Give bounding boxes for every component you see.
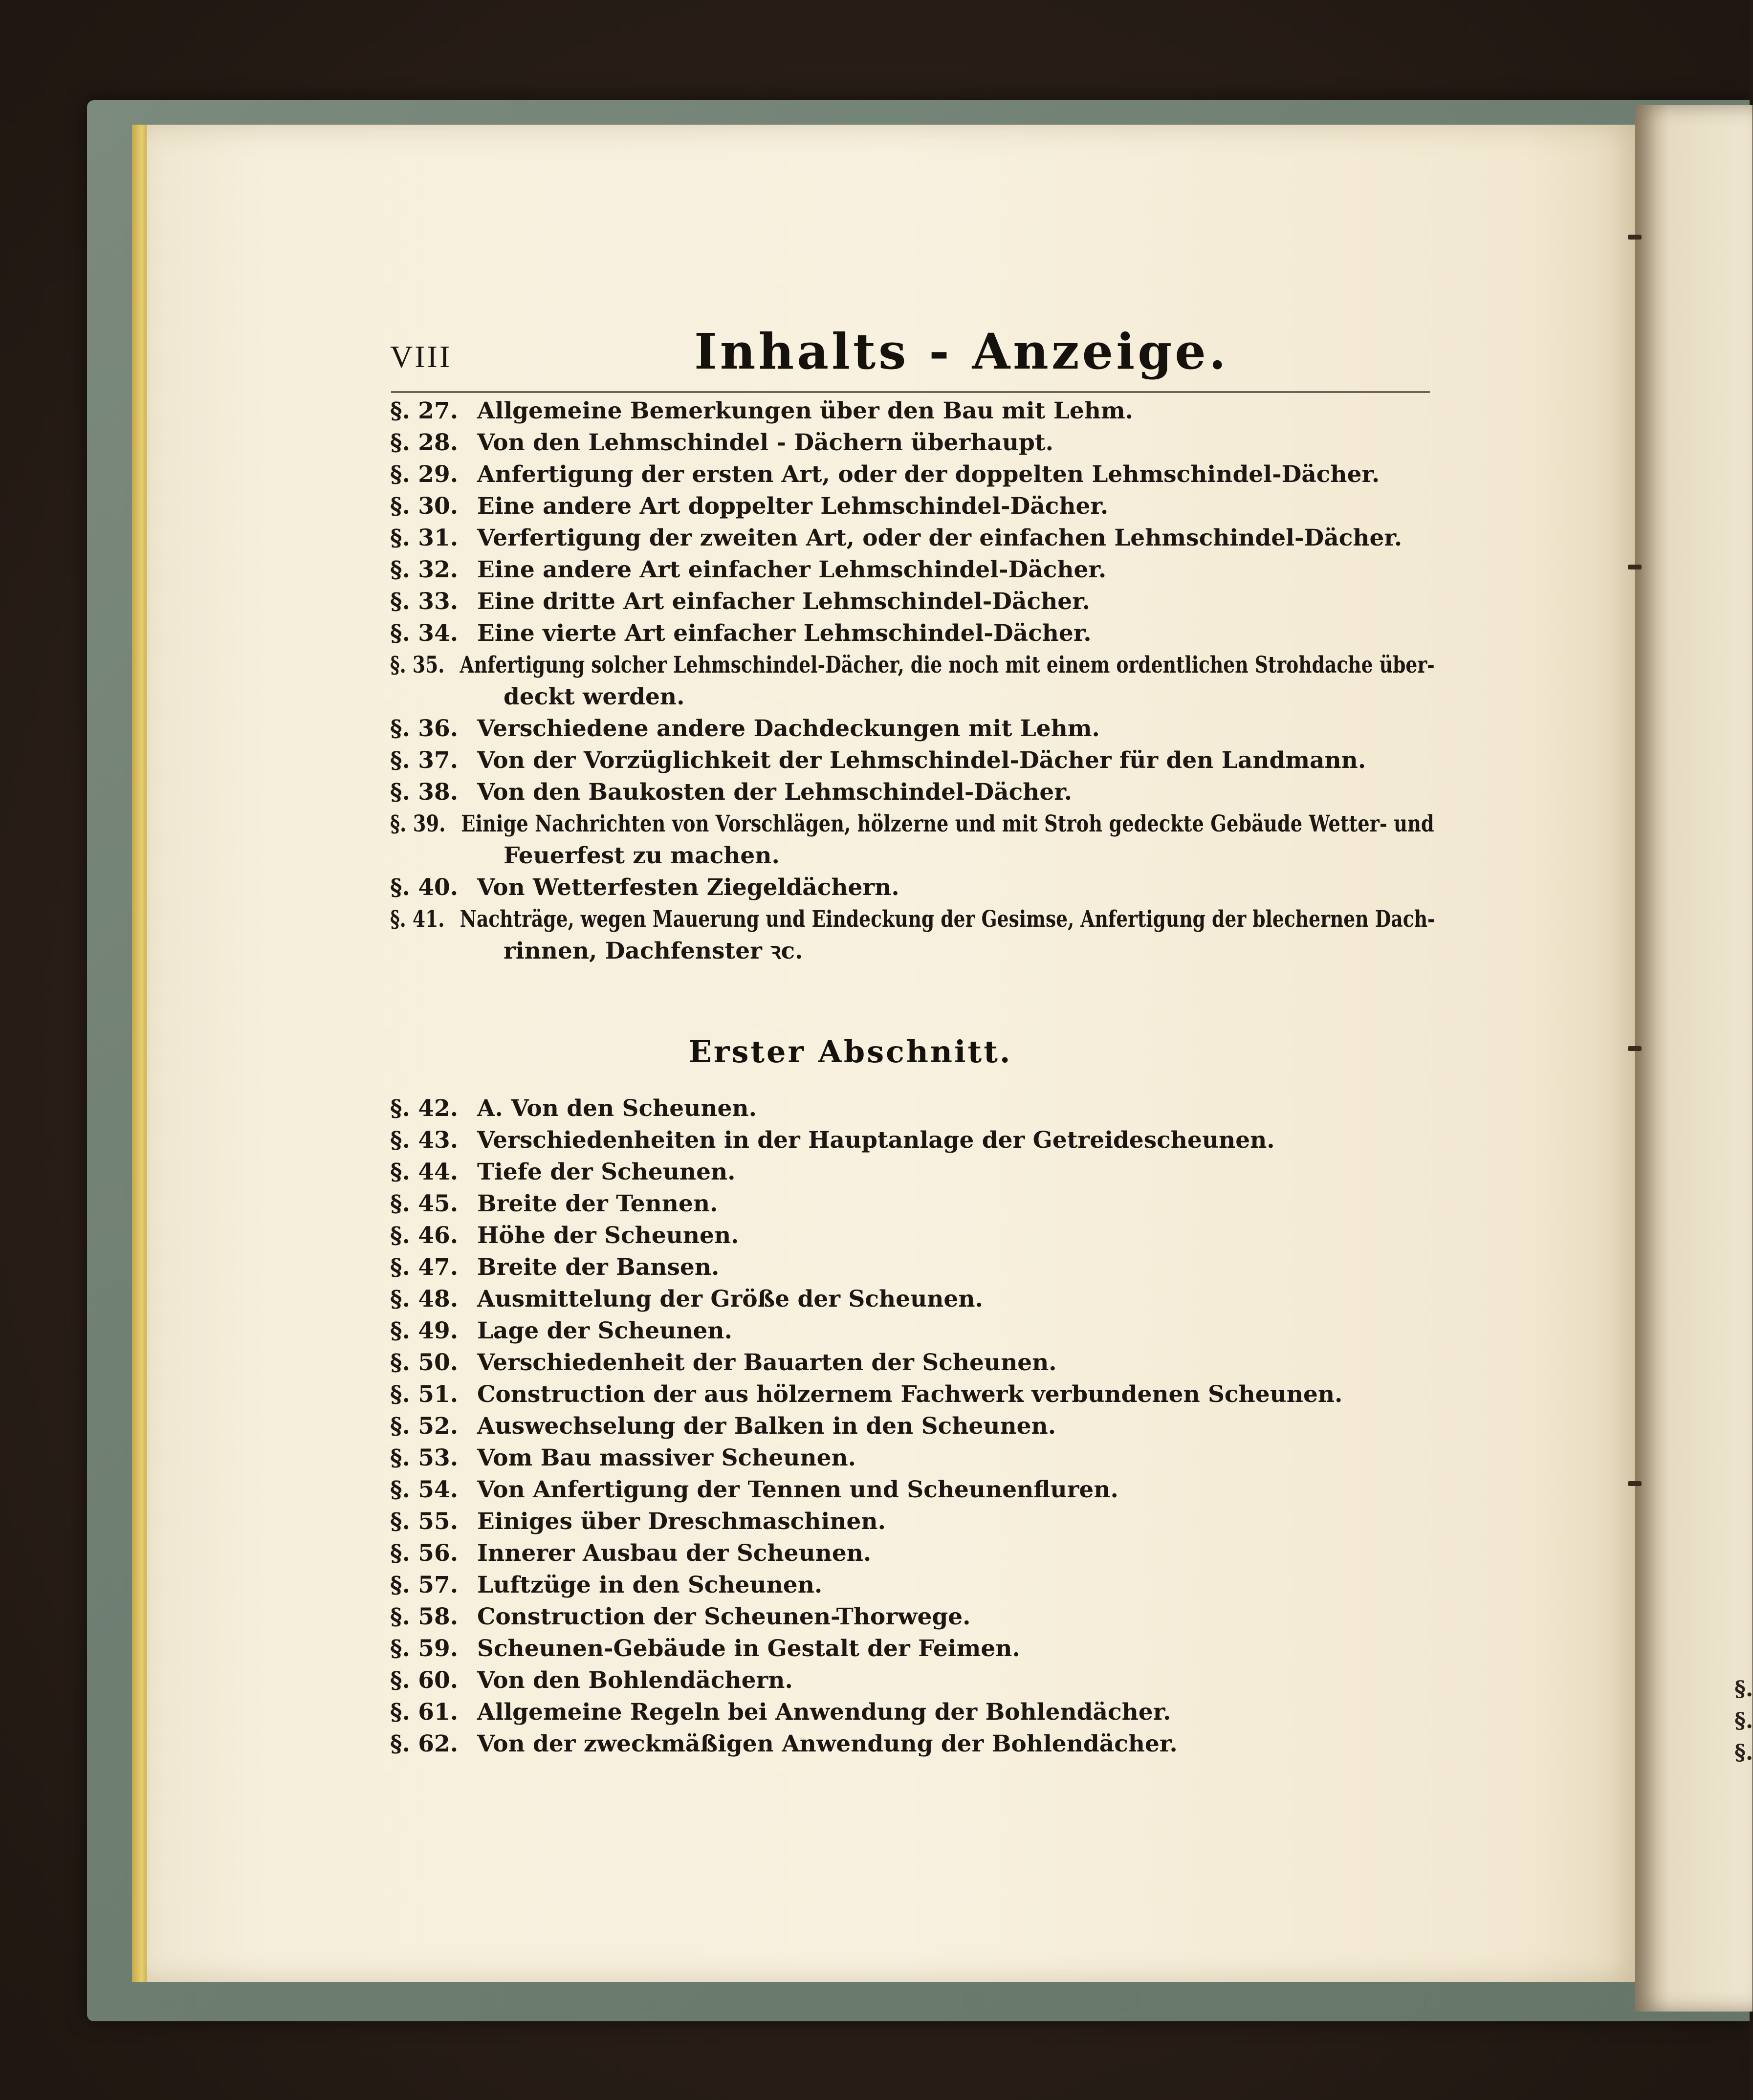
- entry-title: Eine andere Art einfacher Lehmschindel-Dächer.: [477, 556, 1107, 583]
- toc-entry: [390, 649, 1435, 681]
- entry-title: Von Wetterfesten Ziegeldächern.: [477, 874, 899, 901]
- toc-entry: [390, 744, 1366, 777]
- toc-entry: [390, 617, 1092, 650]
- entry-title: Innerer Ausbau der Scheunen.: [477, 1540, 872, 1567]
- entry-title: Verschiedenheit der Bauarten der Scheunen.: [477, 1349, 1057, 1376]
- page-number: VIII: [390, 339, 452, 374]
- toc-entry: [390, 427, 1053, 459]
- section-number: §. 36.: [390, 715, 459, 742]
- entry-title: Einiges über Dreschmaschinen.: [477, 1508, 886, 1535]
- toc-entry: [390, 776, 1072, 809]
- toc-entry: [390, 1378, 1342, 1411]
- entry-title: Von der zweckmäßigen Anwendung der Bohlendächer.: [477, 1730, 1178, 1757]
- entry-title: Construction der Scheunen-Thorwege.: [477, 1603, 971, 1630]
- toc-entry: [390, 1156, 736, 1188]
- header-rule: [391, 391, 1430, 393]
- entry-continuation: Feuerfest zu machen.: [504, 842, 780, 869]
- entry-title: Scheunen-Gebäude in Gestalt der Feimen.: [477, 1635, 1020, 1662]
- entry-title: Vom Bau massiver Scheunen.: [477, 1444, 856, 1471]
- page-title: Inhalts - Anzeige.: [694, 323, 1229, 380]
- toc-entry: [390, 713, 1100, 745]
- section-number: §. 37.: [390, 747, 459, 774]
- toc-entry: [390, 1728, 1178, 1760]
- entry-title: Von den Baukosten der Lehmschindel-Dächer.: [477, 779, 1073, 806]
- section-number: §. 28.: [390, 429, 459, 456]
- section-number: §. 40.: [390, 874, 459, 901]
- section-number: §. 56.: [390, 1540, 459, 1567]
- section-number: §. 34.: [390, 620, 459, 647]
- section-number: §. 39.: [390, 810, 446, 837]
- entry-title: Allgemeine Bemerkungen über den Bau mit Lehm.: [477, 397, 1134, 424]
- toc-entry: [390, 1664, 793, 1697]
- entry-title: Nachträge, wegen Mauerung und Eindeckung der Gesimse, Anfertigung der blechernen Dach-: [460, 906, 1435, 933]
- toc-entry: [390, 1093, 757, 1125]
- entry-title: Construction der aus hölzernem Fachwerk verbundenen Scheunen.: [477, 1381, 1343, 1408]
- section-number: §. 33.: [390, 588, 459, 615]
- entry-continuation: deckt werden.: [504, 683, 685, 710]
- section-number: §. 51.: [390, 1381, 459, 1408]
- entry-title: Von den Bohlendächern.: [477, 1667, 793, 1694]
- entry-title: Verschiedene andere Dachdeckungen mit Lehm.: [477, 715, 1100, 742]
- toc-entry: [390, 872, 899, 904]
- entry-title: Verfertigung der zweiten Art, oder der einfachen Lehmschindel-Dächer.: [477, 525, 1402, 551]
- toc-entry: [390, 1601, 971, 1633]
- entry-title: Allgemeine Regeln bei Anwendung der Bohlendächer.: [477, 1699, 1171, 1726]
- right-page-mark: §.: [1734, 1740, 1753, 1765]
- section-number: §. 48.: [390, 1286, 459, 1312]
- toc-entry: [390, 1474, 1118, 1506]
- section-number: §. 29.: [390, 461, 459, 488]
- section-number: §. 53.: [390, 1444, 459, 1471]
- toc-entry: [390, 395, 1133, 427]
- entry-title: Auswechselung der Balken in den Scheunen.: [477, 1413, 1056, 1440]
- binding-thread: [1628, 565, 1642, 569]
- toc-entry: [390, 1633, 1020, 1665]
- toc-entry: [390, 1696, 1171, 1728]
- toc-entry: [390, 1188, 718, 1220]
- section-number: §. 59.: [390, 1635, 459, 1662]
- entry-title: Von Anfertigung der Tennen und Scheunenfluren.: [477, 1476, 1118, 1503]
- entry-title: Von der Vorzüglichkeit der Lehmschindel-Dächer für den Landmann.: [477, 747, 1366, 774]
- section-number: §. 50.: [390, 1349, 459, 1376]
- section-number: §. 32.: [390, 556, 459, 583]
- entry-title: Höhe der Scheunen.: [477, 1222, 739, 1249]
- entry-title: Breite der Tennen.: [477, 1190, 718, 1217]
- toc-entry: [390, 1410, 1056, 1443]
- section-number: §. 57.: [390, 1572, 459, 1598]
- toc-entry: [390, 903, 1435, 936]
- section-number: §. 55.: [390, 1508, 459, 1535]
- binding-thread: [1628, 1481, 1642, 1486]
- section-number: §. 60.: [390, 1667, 459, 1694]
- toc-entry: [390, 1569, 822, 1601]
- entry-title: Von den Lehmschindel - Dächern überhaupt.: [477, 429, 1053, 456]
- toc-entry: [390, 554, 1106, 586]
- section-number: §. 49.: [390, 1317, 459, 1344]
- section-number: §. 30.: [390, 493, 459, 520]
- binding-thread: [1628, 235, 1642, 240]
- entry-title: Tiefe der Scheunen.: [477, 1159, 736, 1185]
- toc-entry: [390, 522, 1402, 554]
- toc-entry: [390, 1251, 719, 1284]
- section-number: §. 44.: [390, 1159, 459, 1185]
- section-number: §. 52.: [390, 1413, 459, 1440]
- toc-entry: [390, 808, 1434, 840]
- toc-entry: [390, 1283, 983, 1315]
- section-number: §. 38.: [390, 779, 459, 806]
- section-number: §. 27.: [390, 397, 459, 424]
- toc-entry: [390, 1442, 856, 1474]
- section-number: §. 54.: [390, 1476, 459, 1503]
- toc-entry: [390, 1124, 1275, 1157]
- entry-title: Verschiedenheiten in der Hauptanlage der Getreidescheunen.: [477, 1127, 1275, 1154]
- section-number: §. 43.: [390, 1127, 459, 1154]
- entry-title: Ausmittelung der Größe der Scheunen.: [477, 1286, 983, 1312]
- toc-entry: [390, 1537, 871, 1570]
- entry-title: A. Von den Scheunen.: [477, 1095, 757, 1122]
- section-number: §. 42.: [390, 1095, 459, 1122]
- toc-entry: [390, 1315, 732, 1347]
- section-number: §. 62.: [390, 1730, 459, 1757]
- entry-title: Anfertigung der ersten Art, oder der doppelten Lehmschindel-Dächer.: [477, 461, 1380, 488]
- entry-title: Eine vierte Art einfacher Lehmschindel-Dächer.: [477, 620, 1092, 647]
- section-number: §. 45.: [390, 1190, 459, 1217]
- section-number: §. 41.: [390, 906, 445, 933]
- section-number: §. 61.: [390, 1699, 459, 1726]
- section-number: §. 46.: [390, 1222, 459, 1249]
- section-heading: Erster Abschnitt.: [688, 1034, 1012, 1070]
- toc-entry: [390, 1347, 1057, 1379]
- toc-entry: [390, 490, 1108, 523]
- entry-title: Eine andere Art doppelter Lehmschindel-Dächer.: [477, 493, 1109, 520]
- entry-title: Eine dritte Art einfacher Lehmschindel-Dächer.: [477, 588, 1090, 615]
- entry-continuation: rinnen, Dachfenster ꝛc.: [504, 938, 803, 964]
- toc-entry: [390, 586, 1090, 618]
- entry-title: Luftzüge in den Scheunen.: [477, 1572, 823, 1598]
- section-number: §. 47.: [390, 1254, 459, 1281]
- toc-entry: [390, 1220, 739, 1252]
- entry-title: Breite der Bansen.: [477, 1254, 720, 1281]
- entry-title: Lage der Scheunen.: [477, 1317, 732, 1344]
- section-number: §. 31.: [390, 525, 459, 551]
- section-number: §. 58.: [390, 1603, 459, 1630]
- section-number: §. 35.: [390, 652, 445, 678]
- right-page-mark: §.: [1734, 1677, 1753, 1702]
- toc-entry: [390, 459, 1380, 491]
- entry-title: Anfertigung solcher Lehmschindel-Dächer, die noch mit einem ordentlichen Strohdache über-: [460, 652, 1435, 678]
- right-page-mark: §.: [1734, 1708, 1753, 1733]
- entry-title: Einige Nachrichten von Vorschlägen, hölzerne und mit Stroh gedeckte Gebäude Wetter- und: [461, 810, 1434, 837]
- toc-entry: [390, 1506, 886, 1538]
